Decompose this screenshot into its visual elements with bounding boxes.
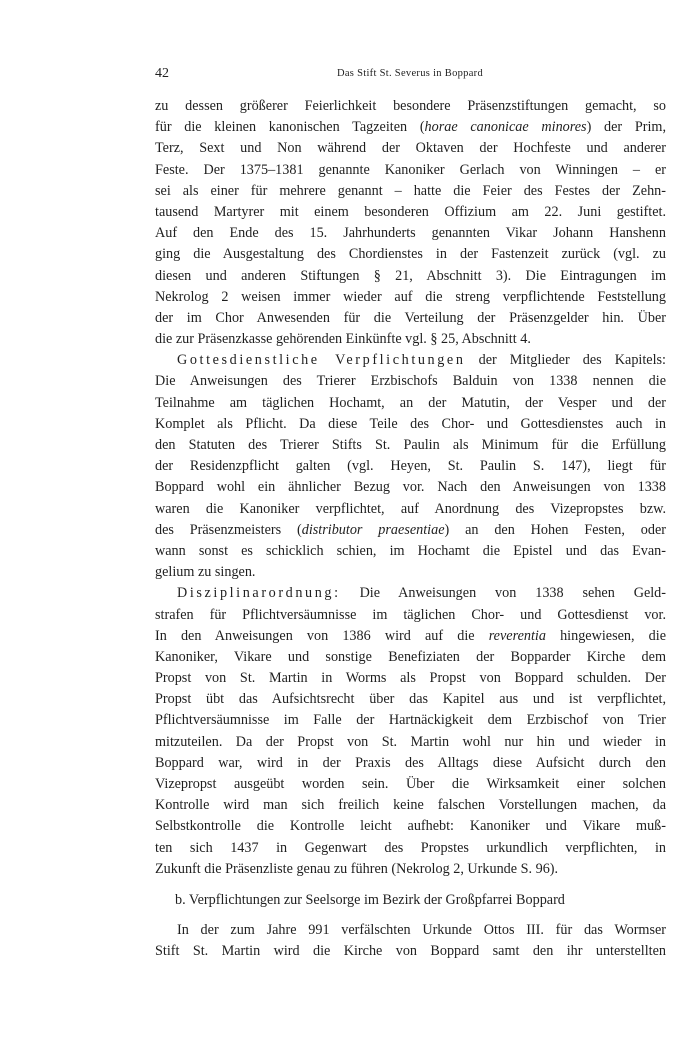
paragraph-1 xyxy=(155,96,666,350)
text-line: gelium zu singen. xyxy=(155,564,256,581)
page-number: 42 xyxy=(155,66,169,81)
text-line: Disziplinarordnung: Die Anweisungen von 1338 sehen Geld- xyxy=(177,585,666,602)
text-line: wann sonst es schicklich schien, im Hochamt die Epistel und das Evan- xyxy=(155,542,666,559)
text-line: Die Anweisungen des Trierer Erzbischofs Balduin von 1338 nennen die xyxy=(155,373,666,390)
text-line: Zukunft die Präsenzliste genau zu führen (Nekrolog 2, Urkunde S. 96). xyxy=(155,860,559,877)
text-line: Stift St. Martin wird die Kirche von Boppard samt den ihr unterstellten xyxy=(155,943,666,960)
text-line: Pflichtversäumnisse im Falle der Hartnäckigkeit dem Erzbischof von Trier xyxy=(155,712,666,729)
text-line: Terz, Sext und Non während der Oktaven der Hochfeste und anderer xyxy=(155,140,666,157)
text-line: In den Anweisungen von 1386 wird auf die reverentia hingewiesen, die xyxy=(155,627,666,644)
text-line: Propst übt das Aufsichtsrecht über das Kapitel aus und ist verpflichtet, xyxy=(155,691,666,708)
text-line: Kanoniker, Vikare und sonstige Benefiziaten der Bopparder Kirche dem xyxy=(155,648,666,665)
text-line: Nekrolog 2 weisen immer wieder auf die streng verpflichtende Feststellung xyxy=(155,288,666,305)
text-line: den Statuten des Trierer Stifts St. Paulin als Minimum für die Erfüllung xyxy=(155,437,666,453)
text-line: Propst von St. Martin in Worms als Propst von Boppard schulden. Der xyxy=(155,670,666,687)
paragraph-3 xyxy=(155,583,666,880)
text-line: Vizepropst ausgeübt worden sein. Über die Wirksamkeit einer solchen xyxy=(155,776,666,792)
latin-term: reverentia xyxy=(488,627,546,644)
text-line: strafen für Pflichtversäumnisse im täglichen Chor- und Gottesdienst vor. xyxy=(155,606,666,623)
text-line: Gottesdienstliche Verpflichtungen der Mitglieder des Kapitels: xyxy=(177,352,666,369)
paragraph-4 xyxy=(155,920,666,962)
text-line: Boppard war, wird in der Praxis des Alltags diese Aufsicht durch den xyxy=(155,754,666,771)
text-line: Auf den Ende des 15. Jahrhunderts genannten Vikar Johann Hanshenn xyxy=(155,225,666,242)
text-line: Komplet als Pflicht. Da diese Teile des Chor- und Gottesdienstes auch in xyxy=(155,415,666,432)
body-text xyxy=(155,96,666,963)
text-line: zu dessen größerer Feierlichkeit besondere Präsenzstiftungen gemacht, so xyxy=(155,98,666,114)
paragraph-2 xyxy=(155,350,666,583)
text-line: die zur Präsenzkasse gehörenden Einkünfte vgl. § 25, Abschnitt 4. xyxy=(155,331,531,348)
section-heading: b. Verpflichtungen zur Seelsorge im Bezirk der Großpfarrei Boppard xyxy=(175,891,565,908)
text-line: mitzuteilen. Da der Propst von St. Martin wohl nur hin und wieder in xyxy=(155,733,666,750)
text-line: diesen und anderen Stiftungen § 21, Abschnitt 3). Die Eintragungen im xyxy=(155,267,666,284)
text-line: sei als einer für mehrere genannt – hatte die Feier des Festes der Zehn- xyxy=(155,182,666,199)
text-line: tausend Martyrer mit einem besonderen Offizium am 22. Juni gestiftet. xyxy=(155,203,666,220)
text-line: der Residenzpflicht galten (vgl. Heyen, St. Paulin S. 147), liegt für xyxy=(155,458,666,475)
text-line: Kontrolle wird man sich freilich keine falschen Vorstellungen machen, da xyxy=(155,797,666,814)
text-line: des Präsenzmeisters (distributor praesentiae) an den Hohen Festen, oder xyxy=(155,521,666,538)
text-line: ging die Ausgestaltung des Chordienstes in der Fastenzeit zurück (vgl. zu xyxy=(155,246,666,263)
latin-term: distributor praesentiae xyxy=(301,521,445,538)
text-line: waren die Kanoniker verpflichtet, auf Anordnung des Vizepropstes bzw. xyxy=(155,500,666,517)
text-line: Teilnahme am täglichen Hochamt, an der Matutin, der Vesper und der xyxy=(155,394,666,411)
text-line: Feste. Der 1375–1381 genannte Kanoniker Gerlach von Winningen – er xyxy=(155,161,666,178)
text-line: der im Chor Anwesenden für die Verteilung der Präsenzgelder hin. Über xyxy=(155,309,666,326)
text-line: für die kleinen kanonischen Tagzeiten (horae canonicae minores) der Prim, xyxy=(155,119,666,136)
spaced-heading: Gottesdienstliche Verpflichtungen xyxy=(177,352,466,369)
latin-term: horae canonicae minores xyxy=(424,119,587,136)
running-head xyxy=(155,66,665,82)
text-line: ten sich 1437 in Gegenwart des Propstes urkundlich verpflichten, in xyxy=(155,839,666,856)
text-line: Selbstkontrolle die Kontrolle leicht aufhebt: Kanoniker und Vikare muß- xyxy=(155,818,666,835)
running-title: Das Stift St. Severus in Boppard xyxy=(336,68,484,79)
text-line: In der zum Jahre 991 verfälschten Urkunde Ottos III. für das Wormser xyxy=(177,922,666,939)
text-line: Boppard wohl ein ähnlicher Bezug vor. Nach den Anweisungen von 1338 xyxy=(155,479,666,496)
spaced-heading: Disziplinarordnung: xyxy=(177,585,341,602)
